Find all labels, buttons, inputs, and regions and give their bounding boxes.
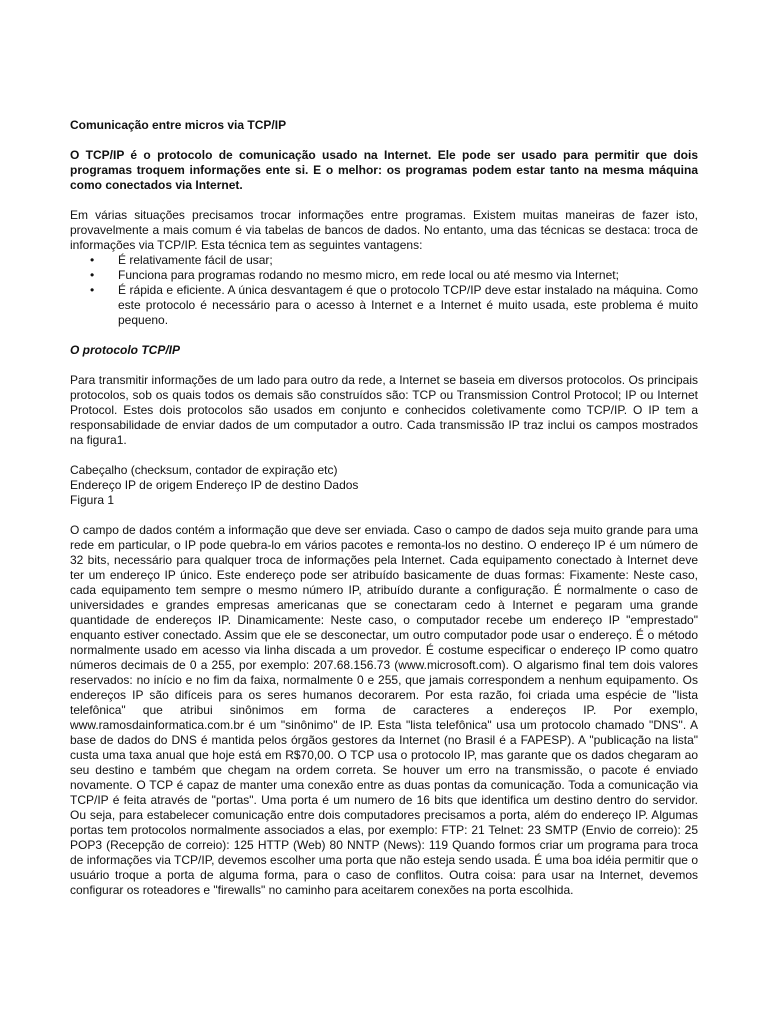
figure-line-fields: Endereço IP de origem Endereço IP de destino Dados <box>70 478 359 492</box>
document-page <box>70 118 698 898</box>
list-item <box>90 253 698 268</box>
list-item-text: É rápida e eficiente. A única desvantagem é que o protocolo TCP/IP deve estar instalado na máquina. Como este protocolo é necessário para o acesso à Internet e a Internet é muito usada, este problema é muito pequeno. <box>118 283 698 327</box>
document-title: Comunicação entre micros via TCP/IP <box>70 118 287 132</box>
bullet-icon: • <box>90 268 95 282</box>
bullet-icon: • <box>90 283 95 297</box>
intro-paragraph: O TCP/IP é o protocolo de comunicação usado na Internet. Ele pode ser usado para permitir que dois programas troquem informações ente si. E o melhor: os programas podem estar tanto na mesma máquina como conectados via Internet. <box>70 148 698 192</box>
list-item-text: É relativamente fácil de usar; <box>118 253 273 267</box>
body-paragraph-3: O campo de dados contém a informação que deve ser enviada. Caso o campo de dados seja muito grande para uma rede em particular, o IP pode quebra-lo em vários pacotes e remonta-los no destino. O endereço IP é um número de 32 bits, necessário para qualquer troca de informações pela Internet. Cada equipamento conectado à Internet deve ter um endereço IP único. Este endereço pode ser atribuído basicamente de duas formas: Fixamente: Neste caso, cada equipamento tem sempre o mesmo número IP, atribuído durante a configuração. É normalmente o caso de universidades e grandes empresas americanas que se conectaram cedo à Internet e pegaram uma grande quantidade de endereços IP. Dinamicamente: Neste caso, o computador recebe um endereço IP "emprestado" enquanto estiver conectado. Assim que ele se desconectar, um outro computador pode usar o endereço. É o método normalmente usado em acesso via linha discada a um provedor. É costume especificar o endereço IP como quatro números decimais de 0 a 255, por exemplo: 207.68.156.73 (www.microsoft.com). O algarismo final tem dois valores reservados: no início e no fim da faixa, normalmente 0 e 255, que jamais correspondem a nenhum equipamento. Os endereços IP são difíceis para os seres humanos decorarem. Por esta razão, foi criada uma espécie de "lista telefônica" que atribui sinônimos em forma de caracteres a endereços IP. Por exemplo, www.ramosdainformatica.com.br é um "sinônimo" de IP. Esta "lista telefônica" usa um protocolo chamado "DNS". A base de dados do DNS é mantida pelos órgãos gestores da Internet (no Brasil é a FAPESP). A "publicação na lista" custa uma taxa anual que hoje está em R$70,00. O TCP usa o protocolo IP, mas garante que os dados chegaram ao seu destino e também que chegam na ordem correta. Se houver um erro na transmissão, o pacote é enviado novamente. O TCP é capaz de manter uma conexão entre as duas pontas da comunicação. Toda a comunicação via TCP/IP é feita através de "portas". Uma porta é um numero de 16 bits que identifica um destino dentro do servidor. Ou seja, para estabelecer comunicação entre dois computadores precisamos a porta, além do endereço IP. Algumas portas tem protocolos normalmente associados a elas, por exemplo: FTP: 21 Telnet: 23 SMTP (Envio de correio): 25 POP3 (Recepção de correio): 125 HTTP (Web) 80 NNTP (News): 119 Quando formos criar um programa para troca de informações via TCP/IP, devemos escolher uma porta que não esteja sendo usada. É uma boa idéia permitir que o usuário troque a porta de alguma forma, para o caso de conflitos. Outra coisa: para usar na Internet, devemos configurar os roteadores e "firewalls" no caminho para aceitarem conexões na porta escolhida. <box>70 523 698 897</box>
list-item <box>90 283 698 328</box>
body-paragraph-2: Para transmitir informações de um lado para outro da rede, a Internet se baseia em diversos protocolos. Os principais protocolos, sob os quais todos os demais são construídos são: TCP ou Transmission Control Protocol; IP ou Internet Protocol. Estes dois protocolos são usados em conjunto e conhecidos coletivamente como TCP/IP. O IP tem a responsabilidade de enviar dados de um computador a outro. Cada transmissão IP traz inclui os campos mostrados na figura1. <box>70 373 698 447</box>
body-paragraph-1: Em várias situações precisamos trocar informações entre programas. Existem muitas maneiras de fazer isto, provavelmente a mais comum é via tabelas de bancos de dados. No entanto, uma das técnicas se destaca: troca de informações via TCP/IP. Esta técnica tem as seguintes vantagens: <box>70 208 698 252</box>
bullet-icon: • <box>90 253 95 267</box>
figure-line-header: Cabeçalho (checksum, contador de expiração etc) <box>70 463 338 477</box>
figure-caption: Figura 1 <box>70 493 115 507</box>
section-heading: O protocolo TCP/IP <box>70 343 180 357</box>
list-item-text: Funciona para programas rodando no mesmo micro, em rede local ou até mesmo via Internet; <box>118 268 619 282</box>
advantages-list <box>70 253 698 328</box>
list-item <box>90 268 698 283</box>
